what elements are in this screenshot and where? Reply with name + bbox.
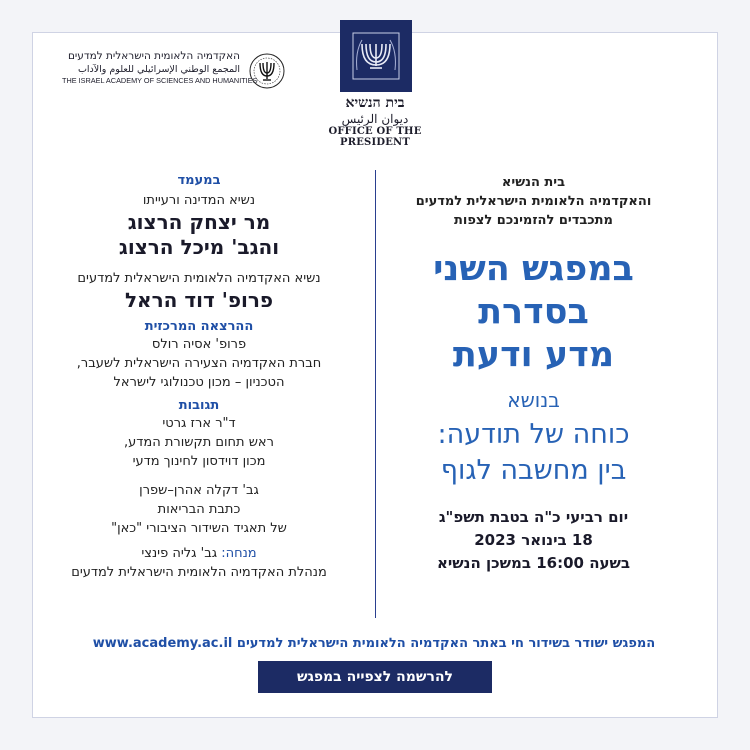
column-divider [375, 170, 376, 618]
moderator-label: מנחה: [221, 546, 257, 561]
register-button[interactable]: להרשמה לצפייה במפגש [258, 661, 492, 693]
president-office-arabic: ديوان الرئيس [341, 112, 409, 126]
academy-president-title: נשיא האקדמיה הלאומית הישראלית למדעים [77, 271, 321, 286]
respondent-2-affiliation-2: של תאגיד השידור הציבורי "כאן" [111, 521, 287, 536]
event-date-gregorian: 18 בינואר 2023 [474, 531, 593, 549]
presence-label: במעמד [177, 173, 221, 188]
respondent-1-name: ד"ר ארז גרטי [162, 416, 236, 431]
president-title: נשיא המדינה ורעייתו [142, 193, 256, 208]
broadcast-notice [46, 636, 702, 651]
academy-emblem-icon [247, 51, 287, 91]
event-title-line-1: במפגש השני [433, 249, 634, 289]
menorah-emblem-icon [350, 30, 402, 82]
academy-name-english: THE ISRAEL ACADEMY OF SCIENCES AND HUMANITIES [62, 75, 258, 85]
keynote-label: ההרצאה המרכזית [144, 319, 254, 334]
keynote-affiliation-2: הטכניון – מכון טכנולוגי לישראל [113, 375, 285, 390]
respondent-2-name: גב' דקלה אהרן–שפרן [139, 483, 259, 498]
program-column [40, 172, 358, 582]
academy-url-link[interactable]: www.academy.ac.il [92, 636, 233, 651]
event-title-line-2: בסדרת [478, 292, 589, 332]
academy-name-arabic: المجمع الوطني الإسرائيلي للعلوم والآداب [77, 63, 240, 75]
respondent-1-affiliation-1: ראש תחום תקשורת המדע, [124, 435, 274, 450]
academy-logo [62, 48, 287, 94]
event-time-location: בשעה 16:00 במשכן הנשיא [436, 554, 631, 572]
responses-label: תגובות [178, 398, 220, 413]
host-line-3: מתכבדים להזמינכם לצפות [454, 213, 613, 228]
topic-label: בנושא [507, 388, 560, 412]
keynote-speaker: פרופ' אסיה רולס [151, 337, 247, 352]
host-line-1: בית הנשיא [501, 175, 566, 190]
president-office-logo [300, 95, 450, 148]
president-office-english: OFFICE OF THE PRESIDENT [328, 126, 422, 148]
invitation-column [386, 173, 681, 575]
academy-president-name: פרופ' דוד הראל [124, 288, 274, 312]
academy-name-hebrew: האקדמיה הלאומית הישראלית למדעים [67, 50, 240, 62]
keynote-affiliation-1: חברת האקדמיה הצעירה הישראלית לשעבר, [76, 356, 322, 371]
broadcast-text: המפגש ישודר בשידור חי באתר האקדמיה הלאומית הישראלית למדעים [236, 636, 656, 651]
president-wife-name: והגב' מיכל הרצוג [118, 235, 280, 259]
respondent-1-affiliation-2: מכון דוידסון לחינוך מדעי [132, 454, 266, 469]
president-office-hebrew: בית הנשיא [345, 95, 405, 111]
event-title-line-3: מדע ודעת [452, 335, 615, 375]
president-name: מר יצחק הרצוג [127, 210, 271, 234]
event-date-hebrew: יום רביעי כ"ה בטבת תשפ"ג [438, 508, 629, 526]
respondent-2-affiliation-1: כתבת הבריאות [157, 502, 241, 517]
president-seal [340, 20, 412, 92]
topic-line-1: כוחה של תודעה: [437, 419, 630, 450]
topic-line-2: בין מחשבה לגוף [440, 455, 627, 486]
moderator-name: גב' גליה פינצי [141, 546, 218, 561]
host-line-2: והאקדמיה הלאומית הישראלית למדעים [415, 194, 652, 209]
moderator-line [40, 544, 358, 563]
moderator-affiliation: מנהלת האקדמיה הלאומית הישראלית למדעים [71, 565, 327, 580]
